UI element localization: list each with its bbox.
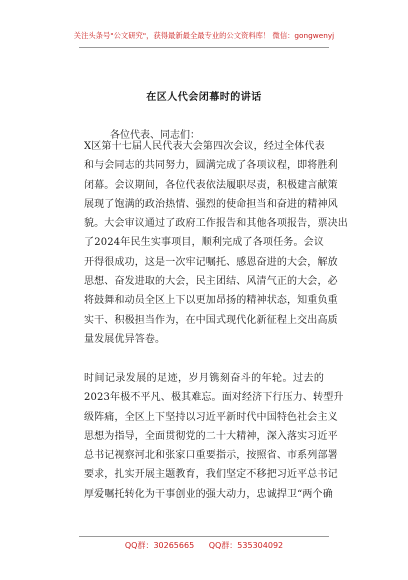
text-line: 貌。大会审议通过了政府工作报告和其他各项报告，票决出 bbox=[84, 218, 348, 230]
text-line: 厚爱嘱托转化为干事创业的强大动力，忠诚捍卫“两个确 bbox=[84, 488, 333, 500]
text-line: 时间记录发展的足迹，岁月镌刻奋斗的年轮。过去的 bbox=[84, 373, 324, 384]
footer-qq-group-2: QQ群：535304092 bbox=[208, 541, 284, 550]
text-line: 思想为指导，全面贯彻党的二十大精神，深入落实习近平 bbox=[84, 430, 338, 442]
header-divider bbox=[79, 47, 329, 48]
footer-qq-group-1: QQ群：30265665 bbox=[124, 541, 195, 550]
text-line: 级阵痛，全区上下坚持以习近平新时代中国特色社会主义 bbox=[84, 411, 338, 423]
paragraph-2 bbox=[84, 369, 344, 504]
footer bbox=[0, 540, 408, 551]
footer-divider bbox=[79, 536, 329, 537]
text-line: X区第十七届人民代表大会第四次会议，经过全体代表 bbox=[84, 141, 325, 152]
text-line: 和与会同志的共同努力，圆满完成了各项议程，即将胜利 bbox=[84, 160, 338, 172]
text-line: 量发展优异答卷。 bbox=[84, 333, 166, 345]
text-line: 展现了饱满的政治热情、强烈的使命担当和奋进的精神风 bbox=[84, 198, 338, 210]
text-line: 要求，扎实开展主题教育，我们坚定不移把习近平总书记 bbox=[84, 469, 338, 481]
text-line: 思想、奋发进取的大会，民主团结、风清气正的大会，必 bbox=[84, 276, 338, 288]
paragraph-1 bbox=[84, 137, 348, 349]
text-line: 了2024年民生实事项目，顺利完成了各项任务。会议 bbox=[84, 237, 324, 249]
text-line: 总书记视察河北和张家口重要指示，按照省、市系列部署 bbox=[84, 450, 338, 462]
header-banner: 关注头条号"公文研究"，获得最新最全最专业的公文资料库！ 微信：gongwenyj bbox=[73, 31, 335, 40]
text-line: 2023年极不平凡、极其难忘。面对经济下行压力、转型升 bbox=[84, 392, 344, 404]
salutation: 各位代表、同志们： bbox=[110, 130, 200, 141]
text-line: 实干、积极担当作为，在中国式现代化新征程上交出高质 bbox=[84, 314, 338, 326]
text-line: 将鼓舞和动员全区上下以更加昂扬的精神状态，知重负重 bbox=[84, 295, 338, 307]
text-line: 闭幕。会议期间，各位代表依法履职尽责，积极建言献策 bbox=[84, 179, 338, 191]
document-title: 在区人代会闭幕时的讲话 bbox=[146, 92, 262, 103]
text-line: 开得很成功，这是一次牢记嘱托、感恩奋进的大会，解放 bbox=[84, 256, 338, 268]
